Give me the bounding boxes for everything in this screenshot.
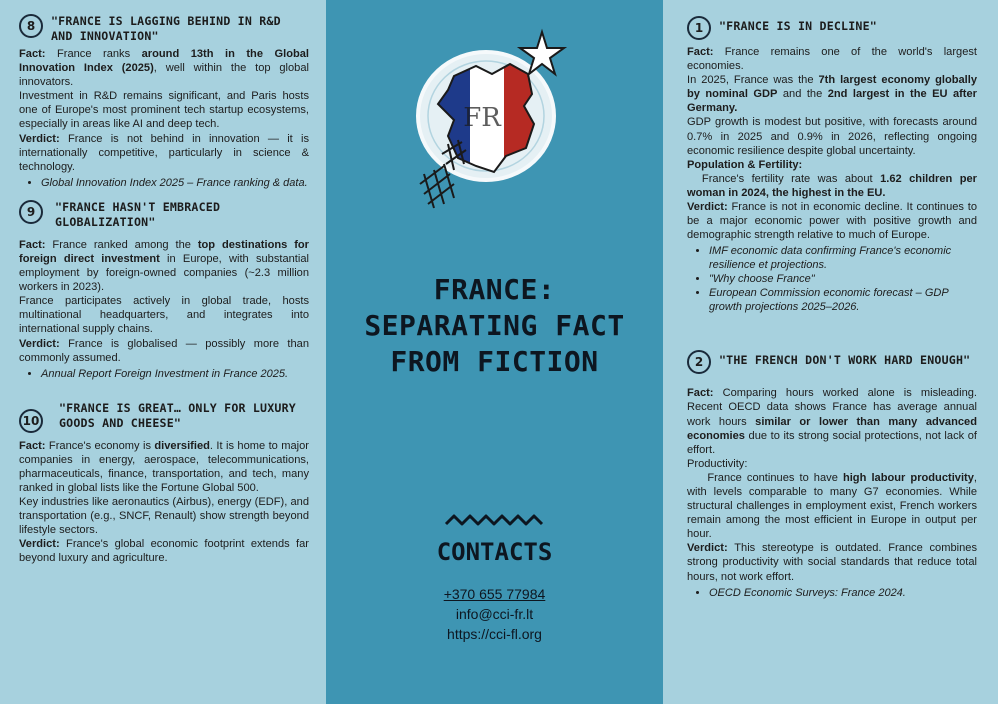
fact-text: Comparing hours worked alone is misleading. Recent OECD data shows France has average annual work hours [687, 387, 977, 428]
website-link[interactable]: https://cci-fl.org [447, 626, 542, 642]
verdict-label: Verdict: [19, 337, 60, 350]
fact-text: France ranks [45, 48, 142, 60]
verdict-label: Verdict: [687, 201, 728, 214]
verdict-text: France's global economic footprint extends far beyond luxury and agriculture. [19, 538, 309, 565]
fact-highlight: 1.62 children per woman in 2024, the highest in the EU. [687, 172, 978, 199]
fact-highlight: high labour productivity [842, 471, 974, 484]
verdict-text: France is globalised — possibly more than commonly assumed. [19, 337, 309, 364]
fact-highlight: similar or lower than many advanced economies [687, 415, 977, 442]
center-panel [326, 0, 663, 704]
fact-label: Fact: [19, 48, 46, 60]
reference-item: • Global Innovation Index 2025 – France ranking & data. [41, 176, 309, 190]
reference-list [687, 244, 977, 314]
squiggle-decoration-icon [444, 512, 546, 528]
fact-text: France's economy is [45, 439, 155, 452]
section-1 [687, 16, 977, 314]
verdict-text: France is not in economic decline. It continues to be a major economic power with positive growth and demographic strength relative to much of Europe. [687, 201, 977, 242]
verdict-text: France is not behind in innovation — it is internationally competitive, particularly in science & technology. [19, 132, 309, 173]
subheading: Productivity: [687, 457, 748, 470]
section-title: "FRANCE IS LAGGING BEHIND IN R&D AND INNOVATION" [51, 14, 281, 43]
fact-text: France ranked among the [45, 238, 198, 251]
paragraph: and the [777, 88, 828, 101]
logo-text: FR [463, 103, 501, 133]
paragraph: GDP growth is modest but positive, with forecasts around 0.7% in 2025 and 0.9% in 2026, reflecting ongoing economic resilience despite global uncertainty. [687, 116, 977, 157]
section-number-badge: 2 [687, 350, 711, 374]
fact-text: , well within the top global innovators. [19, 62, 309, 89]
fact-text: . It is home to major companies in energy, aerospace, telecommunications, pharmaceuticals, finance, transportation, and tech, many ranked in global lists like the Fortune Global 500. [19, 439, 309, 494]
fact-highlight: top destinations for foreign direct investment [19, 238, 309, 265]
section-title: "FRANCE IS IN DECLINE" [719, 19, 877, 33]
subheading: Population & Fertility: [687, 158, 803, 171]
section-2 [687, 350, 977, 599]
paragraph: France participates actively in global trade, hosts multinational headquarters, and integrates into international supply chains. [19, 295, 309, 336]
fact-text: in Europe, with substantial employment by foreign-owned companies (~2.3 million workers in 2023). [19, 252, 309, 294]
fact-label: Fact: [19, 439, 46, 452]
france-map-logo [414, 24, 574, 214]
paragraph: France's fertility rate was about [687, 172, 881, 185]
title-line: SEPARATING FACT [364, 309, 625, 342]
reference-item: • European Commission economic forecast – GDP growth projections 2025–2026. [709, 286, 977, 314]
reference-item: • OECD Economic Surveys: France 2024. [709, 586, 977, 600]
fact-label: Fact: [19, 238, 46, 251]
section-number-badge: 10 [19, 409, 43, 433]
reference-list [687, 586, 977, 600]
left-panel [0, 0, 326, 704]
section-8 [19, 14, 309, 190]
section-9 [19, 200, 309, 381]
section-title: "THE FRENCH DON'T WORK HARD ENOUGH" [719, 353, 971, 368]
section-number-badge: 9 [19, 200, 43, 224]
fact-highlight: 7th largest economy globally by nominal GDP [687, 74, 977, 101]
right-panel [663, 0, 998, 704]
section-number-badge: 8 [19, 14, 43, 38]
section-title: "FRANCE HASN'T EMBRACED GLOBALIZATION" [55, 199, 221, 229]
reference-list [19, 367, 309, 381]
fact-highlight: diversified [154, 439, 210, 452]
verdict-label: Verdict: [19, 538, 60, 551]
reference-item: • Annual Report Foreign Investment in France 2025. [41, 367, 309, 381]
email-link[interactable]: info@cci-fr.lt [455, 606, 534, 622]
fact-highlight: around 13th in the Global Innovation Index (2025) [19, 48, 310, 75]
section-number-badge: 1 [687, 16, 711, 40]
paragraph: France continues to have [687, 471, 843, 484]
paragraph: In 2025, France was the [687, 74, 819, 87]
paragraph: , with levels comparable to many G7 economies. While structural challenges in employment exist, French workers remain among the most efficient in Europe in output per hour. [687, 471, 977, 541]
verdict-label: Verdict: [687, 542, 728, 555]
section-10 [19, 401, 309, 566]
fact-text: France remains one of the world's largest economies. [687, 46, 977, 73]
contacts-heading: CONTACTS [436, 538, 553, 566]
title-line: FRANCE: [433, 273, 556, 306]
paragraph: Key industries like aeronautics (Airbus), energy (EDF), and transportation (e.g., SNCF, Renault) show strength beyond lifestyle sectors. [19, 496, 309, 537]
fact-label: Fact: [687, 387, 714, 400]
verdict-label: Verdict: [19, 132, 60, 145]
verdict-text: This stereotype is outdated. France combines strong productivity with social standards that reduce total hours, not work effort. [687, 542, 977, 583]
paragraph: Investment in R&D remains significant, and Paris hosts one of Europe's most prominent tech startup ecosystems, especially in areas like AI and deep tech. [19, 90, 309, 131]
fact-highlight: 2nd largest in the EU after Germany. [687, 88, 977, 115]
phone-link[interactable]: +370 655 77984 [443, 586, 546, 602]
brochure-title [326, 272, 663, 380]
reference-item: • IMF economic data confirming France's economic resilience et projections. [709, 244, 977, 272]
reference-item: • "Why choose France" [709, 272, 977, 286]
reference-list [19, 176, 309, 190]
title-line: FROM FICTION [390, 345, 599, 378]
fact-text: due to its strong social protections, not lack of effort. [687, 429, 977, 456]
fact-label: Fact: [687, 46, 714, 58]
section-title: "FRANCE IS GREAT… ONLY FOR LUXURY GOODS AND CHEESE" [59, 400, 296, 430]
